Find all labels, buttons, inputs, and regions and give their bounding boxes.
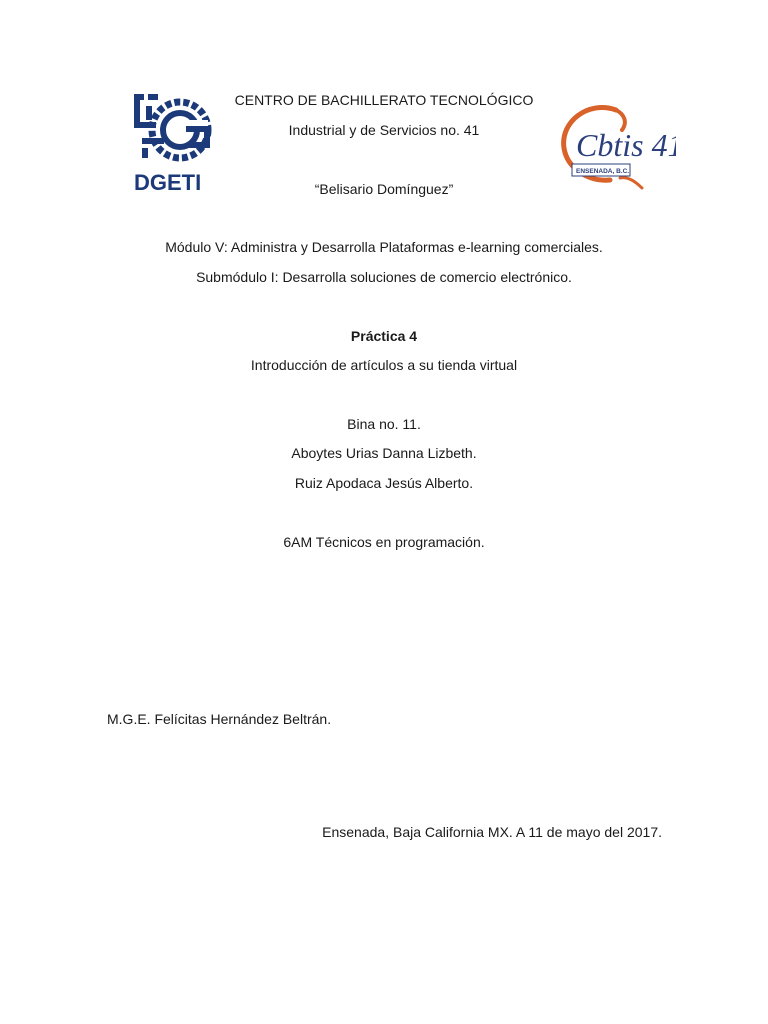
practice-subtitle: Introducción de artículos a su tienda virtual [250, 357, 518, 373]
team-member-1: Aboytes Urias Danna Lizbeth. [291, 445, 477, 461]
cbtis-logo-subtext: ENSENADA, B.C. [576, 168, 630, 175]
place-date: Ensenada, Baja California MX. A 11 de mayo del 2017. [322, 824, 662, 840]
teacher-name: M.G.E. Felícitas Hernández Beltrán. [107, 711, 332, 727]
cbtis-logo-text: Cbtis 41 [576, 127, 676, 163]
module-line: Módulo V: Administra y Desarrolla Plataformas e-learning comerciales. [165, 239, 603, 255]
group-line: 6AM Técnicos en programación. [283, 534, 485, 550]
school-subtitle-line: Industrial y de Servicios no. 41 [288, 122, 480, 138]
practice-title: Práctica 4 [350, 328, 418, 344]
dgeti-logo-text: DGETI [134, 170, 202, 195]
school-honoree-line: “Belisario Domínguez” [314, 181, 454, 197]
cbtis-logo [558, 104, 676, 192]
team-bina: Bina no. 11. [347, 416, 421, 432]
school-name-line: CENTRO DE BACHILLERATO TECNOLÓGICO [234, 92, 534, 108]
team-member-2: Ruiz Apodaca Jesús Alberto. [294, 475, 474, 491]
submodule-line: Submódulo I: Desarrolla soluciones de comercio electrónico. [196, 269, 572, 285]
